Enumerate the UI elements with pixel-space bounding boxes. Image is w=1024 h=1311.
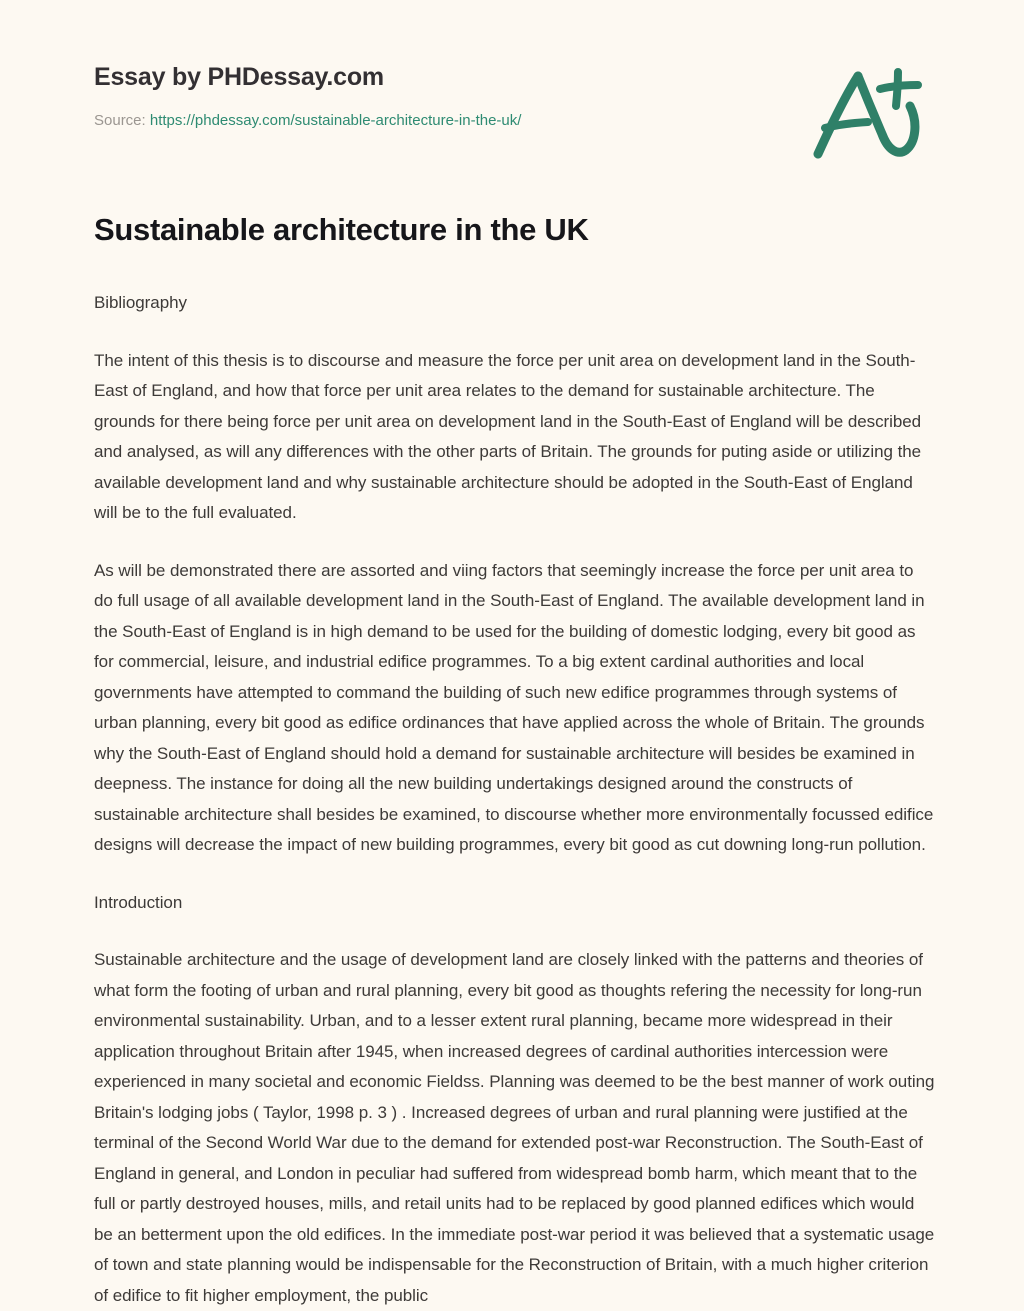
- source-label: Source:: [94, 112, 146, 129]
- body-paragraph: Sustainable architecture and the usage of development land are closely linked with the patterns and theories of what form the footing of urban and rural planning, every bit good as thoughts refering the necessity for long-run environmental sustainability. Urban, and to a lesser extent rural planning, became more widespread in their application throughout Britain after 1945, when increased degrees of cardinal authorities intercession were experienced in many societal and economic Fieldss. Planning was deemed to be the best manner of work outing Britain's lodging jobs ( Taylor, 1998 p. 3 ) . Increased degrees of urban and rural planning were justified at the terminal of the Second World War due to the demand for extended post-war Reconstruction. The South-East of England in general, and London in peculiar had suffered from widespread bomb harm, which meant that to the full or partly destroyed houses, mills, and retail units had to be replaced by good planned edifices which would be an betterment upon the old edifices. In the immediate post-war period it was believed that a systematic usage of town and state planning would be indispensable for the Reconstruction of Britain, with a much higher criterion of edifice to fit higher employment, the public: [94, 950, 935, 1305]
- page-title: Sustainable architecture in the UK: [94, 212, 589, 247]
- source-url-link[interactable]: https://phdessay.com/sustainable-architecture-in-the-uk/: [149, 112, 522, 129]
- section-heading: Introduction: [94, 892, 183, 912]
- section-heading: Bibliography: [94, 293, 187, 312]
- article: [94, 210, 936, 1311]
- phdessay-a-plus-logo-icon: [806, 62, 936, 162]
- page-header: [0, 0, 1024, 180]
- article-body: [94, 288, 936, 1311]
- source-line: [94, 111, 794, 131]
- brand-block: [94, 62, 794, 131]
- a-plus-logo-icon: [806, 62, 936, 162]
- body-paragraph: The intent of this thesis is to discourse and measure the force per unit area on development land in the South-East of England, and how that force per unit area relates to the demand for sustainable architecture. The grounds for there being force per unit area on development land in the South-East of England will be described and analysed, as will any differences with the other parts of Britain. The grounds for puting aside or utilizing the available development land and why sustainable architecture should be adopted in the South-East of England will be to the full evaluated.: [94, 350, 922, 522]
- brand-title: Essay by PHDessay.com: [94, 63, 384, 91]
- body-paragraph: As will be demonstrated there are assorted and viing factors that seemingly increase the force per unit area to do full usage of all available development land in the South-East of England. The available development land in the South-East of England is in high demand to be used for the building of domestic lodging, every bit good as for commercial, leisure, and industrial edifice programmes. To a big extent cardinal authorities and local governments have attempted to command the building of such new edifice programmes through systems of urban planning, every bit good as edifice ordinances that have applied across the whole of Britain. The grounds why the South-East of England should hold a demand for sustainable architecture will besides be examined in deepness. The instance for doing all the new building undertakings designed around the constructs of sustainable architecture shall besides be examined, to discourse whether more environmentally focussed edifice designs will decrease the impact of new building programmes, every bit good as cut downing long-run pollution.: [94, 560, 934, 854]
